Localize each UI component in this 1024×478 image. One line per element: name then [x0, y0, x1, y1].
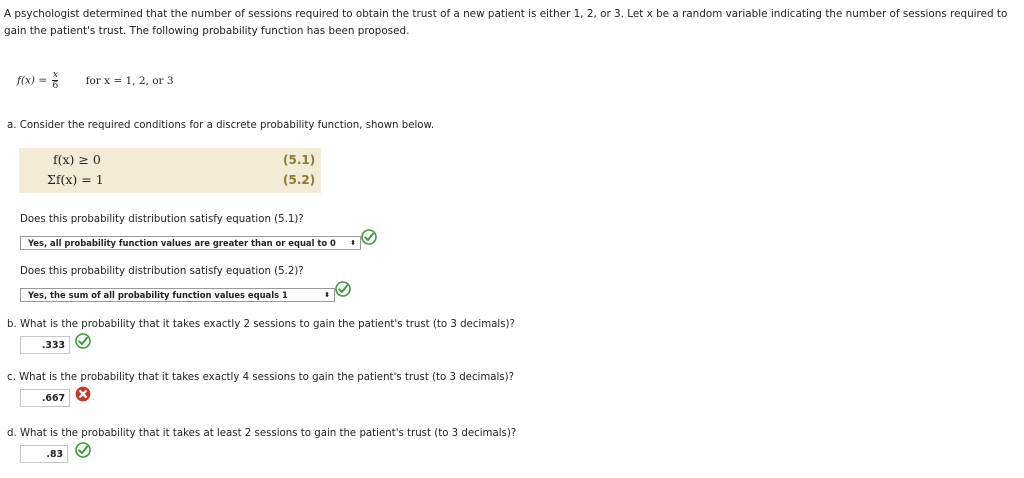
formula-lhs: f(x) = — [17, 74, 48, 87]
condition-label: (5.2) — [283, 173, 316, 187]
check-circle-icon — [335, 281, 351, 297]
q1-answer-select[interactable] — [20, 236, 361, 250]
condition-expr: Σf(x) = 1 — [47, 172, 104, 187]
formula-fraction — [52, 70, 58, 91]
condition-label: (5.1) — [283, 153, 316, 167]
part-d-answer-input[interactable]: .83 — [20, 445, 68, 463]
part-b-question: b. What is the probability that it takes exactly 2 sessions to gain the patient's trust (to 3 decimals)? — [7, 319, 515, 330]
updown-arrow-icon: ⬍ — [324, 291, 330, 299]
conditions-box — [19, 148, 321, 193]
part-a-question: a. Consider the required conditions for a discrete probability function, shown below. — [7, 120, 435, 131]
x-circle-icon — [75, 386, 91, 402]
formula-numerator: x — [52, 70, 58, 80]
q1-selected-value: Yes, all probability function values are greater than or equal to 0 — [28, 238, 336, 248]
check-circle-icon — [361, 229, 377, 245]
part-c-question: c. What is the probability that it takes exactly 4 sessions to gain the patient's trust (to 3 decimals)? — [7, 372, 515, 383]
problem-intro: A psychologist determined that the number of sessions required to obtain the trust of a new patient is either 1, 2, or 3. Let x be a random variable indicating the number of sessions required to gain the patient's trust. The following probability function has been proposed. — [4, 8, 1008, 37]
part-a-q2: Does this probability distribution satisfy equation (5.2)? — [20, 266, 304, 277]
part-b-answer-input[interactable]: .333 — [20, 336, 70, 354]
q2-selected-value: Yes, the sum of all probability function values equals 1 — [28, 290, 288, 300]
formula-domain: for x = 1, 2, or 3 — [85, 74, 174, 87]
q2-answer-select[interactable] — [20, 288, 335, 302]
part-a-q1: Does this probability distribution satisfy equation (5.1)? — [20, 214, 304, 225]
updown-arrow-icon: ⬍ — [350, 239, 356, 247]
formula-denominator: 6 — [52, 81, 59, 91]
part-d-question: d. What is the probability that it takes at least 2 sessions to gain the patient's trust (to 3 decimals)? — [7, 428, 517, 439]
probability-function-formula — [17, 70, 174, 91]
part-c-answer-input[interactable]: .667 — [20, 389, 70, 407]
check-circle-icon — [75, 442, 91, 458]
condition-expr: f(x) ≥ 0 — [53, 152, 101, 167]
check-circle-icon — [75, 333, 91, 349]
